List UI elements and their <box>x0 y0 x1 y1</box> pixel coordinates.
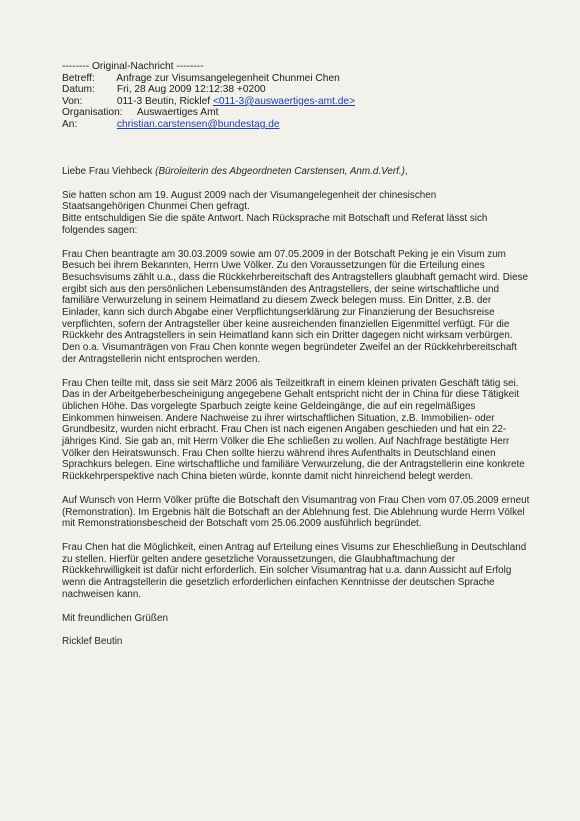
from-label: Von: <box>62 95 83 107</box>
salutation <box>62 166 530 178</box>
paragraph-1-line-2: Staatsangehörigen Chunmei Chen gefragt. <box>62 201 250 213</box>
organisation-label: Organisation: <box>62 107 123 119</box>
paragraph-5: Frau Chen hat die Möglichkeit, einen Antrag auf Erteilung eines Visums zur Eheschließung in Deutschland zu stellen. Hierfür gelten andere gesetzliche Voraussetzungen, die Glaubhaftmachung der Rückkehrwilligkeit ist dafür nicht erforderlich. Ein solcher Visumantrag hat u.a. dann Aussicht auf Erfolg wenn die Antragstellerin die gesetzlich erforderlichen einfachen Kenntnisse der deutschen Sprache nachweisen kann. <box>62 541 527 600</box>
from-email-link[interactable]: <011-3@auswaertiges-amt.de> <box>212 95 356 107</box>
subject-value: Anfrage zur Visumsangelegenheit Chunmei Chen <box>116 72 340 84</box>
organisation-value: Auswaertiges Amt <box>136 107 219 119</box>
signature: Ricklef Beutin <box>62 636 123 648</box>
paragraph-3: Frau Chen teilte mit, dass sie seit März 2006 als Teilzeitkraft in einem kleinen privaten Geschäft tätig sei. Das in der Arbeitgeberbescheinigung angegebene Gehalt entspricht nicht der in China für diese Tätigkeit üblichen Höhe. Das vorgelegte Sparbuch zeigte keine Geldeingänge, die auf ein regelmäßiges Einkommen hinweisen. Andere Nachweise zu ihrer wirtschaftlichen Situation, z.B. Immobilien- oder Grundbesitz, wurden nicht erbracht. Frau Chen ist nach eigenen Angaben geschieden und hat ein 22-jähriges Kind. Sie gab an, mit Herrn Völker die Ehe schließen zu wollen. Auf Nachfrage bestätigte Herr Völker den Heiratswunsch. Frau Chen sollte hierzu während ihres Aufenthalts in Deutschland einen Sprachkurs belegen. Eine wirtschaftliche und familiäre Verwurzelung, die der Antragstellerin eine konkrete Rückkehrperspektive nach China bieten würde, konnte damit nicht hinreichend belegt werden. <box>62 377 525 483</box>
paragraph-1-line-4: folgendes sagen: <box>62 224 138 236</box>
paragraph-1-line-1: Sie hatten schon am 19. August 2009 nach der Visumangelegenheit der chinesischen <box>62 189 437 201</box>
date-label: Datum: <box>62 84 95 96</box>
paragraph-1-line-3: Bitte entschuldigen Sie die späte Antwort. Nach Rücksprache mit Botschaft und Referat lässt sich <box>62 213 488 225</box>
to-email-link[interactable]: christian.carstensen@bundestag.de <box>116 118 280 130</box>
from-name: 011-3 Beutin, Ricklef <box>116 95 211 107</box>
salutation-note: (Büroleiterin des Abgeordneten Carstensen, Anm.d.Verf.) <box>155 166 405 177</box>
header-row-to <box>62 119 532 131</box>
closing: Mit freundlichen Grüßen <box>62 612 168 624</box>
paragraph-4: Auf Wunsch von Herrn Völker prüfte die Botschaft den Visumantrag von Frau Chen vom 07.05.2009 erneut (Remonstration). Im Ergebnis hält die Botschaft an der Ablehnung fest. Die Ablehnung wurde Herrn Völkel mit Remonstrationsbescheid der Botschaft vom 25.06.2009 ausführlich begründet. <box>62 494 530 530</box>
header-row-date <box>62 84 532 96</box>
header-row-from <box>62 96 532 108</box>
paragraph-2: Frau Chen beantragte am 30.03.2009 sowie am 07.05.2009 in der Botschaft Peking je ein Visum zum Besuch bei ihrem Bekannten, Herrn Uwe Völker. Zu den Voraussetzungen für die Erteilung eines Besuchsvisums zählt u.a., dass die Rückkehrbereitschaft des Antragstellers glaubhaft gemacht wird. Diese ergibt sich aus den persönlichen Lebensumständen des Antragstellers, der seine wirtschaftliche und familiäre Verwurzelung in seinem Heimatland zu diesem Zweck belegen muss. Ein Dritter, z.B. der Einlader, kann sich durch Abgabe einer Verpflichtungserklärung zur Finanzierung der Besuchsreise verpflichten, sofern der Antragsteller über keine ausreichenden finanziellen Eigenmittel verfügt. Für die Rückkehr des Antragstellers in sein Heimatland kann sich ein Dritter dagegen nicht wirksam verbürgen. Den o.a. Visumanträgen von Frau Chen konnte wegen begründeter Zweifel an der Rückkehrbereitschaft der Antragstellerin nicht entsprochen werden. <box>62 248 528 365</box>
to-label: An: <box>62 118 78 130</box>
letter-body <box>62 166 530 660</box>
header-row-subject <box>62 73 532 85</box>
original-message-marker: -------- Original-Nachricht -------- <box>62 61 204 72</box>
subject-label: Betreff: <box>62 72 95 84</box>
header-row-organisation <box>62 107 532 119</box>
salutation-text: Liebe Frau Viehbeck <box>62 166 153 177</box>
email-header <box>62 61 532 131</box>
date-value: Fri, 28 Aug 2009 12:12:38 +0200 <box>116 84 266 96</box>
salutation-end: , <box>404 166 408 177</box>
